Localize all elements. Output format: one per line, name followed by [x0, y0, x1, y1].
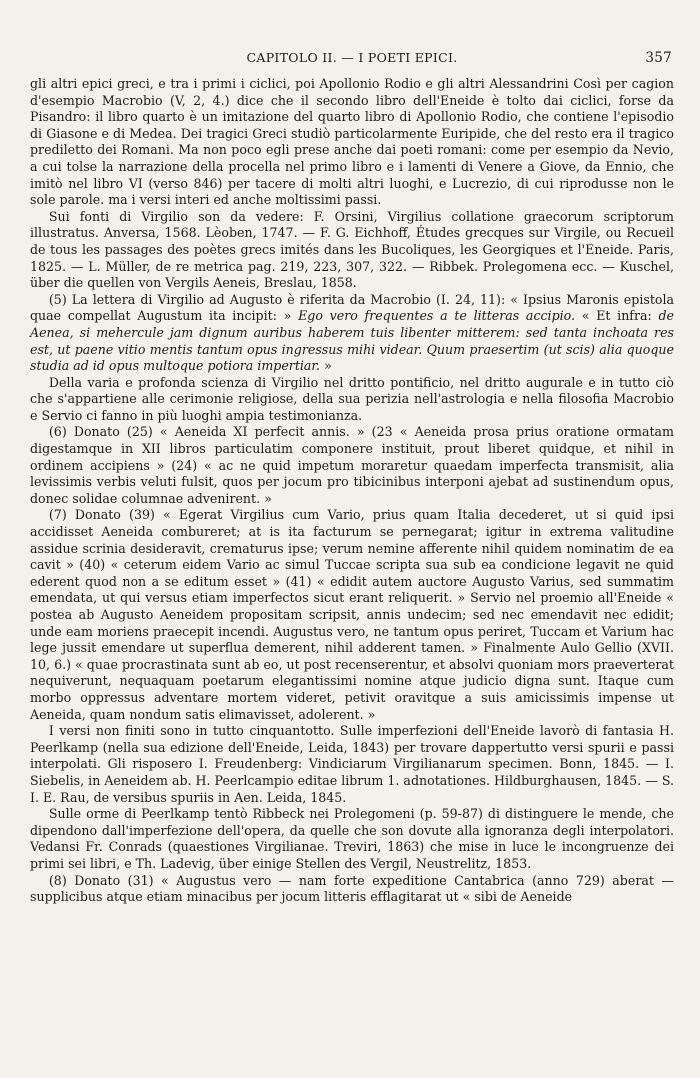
paragraph-peerlkamp-ribbeck: Sulle orme di Peerlkamp tentò Ribbeck nei Prolegomeni (p. 59-87) di distinguere le mende, che dipendono dall'imperfezione dell'opera, da quelle che son dovute alla ignoranza degli interpolatori. Vedansi Fr. Conrads (quaestiones Virgilianae. Treviri, 1863) che mise in luce le incongruenze dei primi sei libri, e Th. Ladevig, über einige Stellen des Vergil, Neustrelitz, 1853.	[30, 806, 674, 871]
paragraph-virgil-science: Della varia e profonda scienza di Virgilio nel dritto pontificio, nel dritto augurale e in tutto ciò che s'appartiene alle cerimonie religiose, della sua perizia nell'astrologia e nella filosofia Macrobio e Servio ci fanno in più luoghi ampia testimonianza.	[30, 374, 674, 423]
note-5-quote-italic-2: de Aenea, si mehercule jam dignum auribus haberem tuis libenter mitterem: sed tanta inchoata res est, ut paene vitio mentis tantum opus ingressus mihi videar. Quum praesertim (ut scis) alia quoque studia ad id opus multoque potiora impertiar.	[30, 308, 674, 374]
note-5-quote-close: »	[320, 358, 332, 374]
note-5-quote-connector: « Et infra:	[575, 308, 659, 324]
note-5-intro: (5) La lettera di Virgilio ad Augusto è riferita da Macrobio (I. 24, 11): « Ipsius Maronis epistola quae compellat Augustum ita incipit: »	[30, 291, 674, 324]
note-7-donato: (7) Donato (39) « Egerat Virgilius cum Vario, prius quam Italia decederet, ut si quid ipsi accidisset Aeneida combureret; at is ita facturum se pernegarat; igitur in extrema valitudine assidue scrinia desideravit, crematurus ipse; verum nemine afferente nihil quidem nominatim de ea cavit » (40) « ceterum eidem Vario ac simul Tuccae scripta sua sub ea condicione legavit ne quid ederent quod non a se editum esset » (41) « edidit autem auctore Augusto Varius, sed summatim emendata, ut qui versus etiam imperfectos sicut erant reliquerit. » Servio nel proemio all'Eneide « postea ab Augusto Aeneidem propositam scripsit, annis undecim; sed nec emendavit nec edidit; unde eam moriens praecepit incendi. Augustus vero, ne tantum opus periret, Tuccam et Varium hac lege jussit emendare ut superflua demerent, nihil adderent tamen. » Finalmente Aulo Gellio (XVII. 10, 6.) « quae procrastinata sunt ab eo, ut post recenserentur, et absolvi quoniam mors praeverterat nequiverunt, nequaquam poetarum elegantissimi nomine atque judicio digna sunt. Itaque cum morbo oppressus adventare mortem videret, petivit oravitque a suis amicissimis impense ut Aeneida, quam nondum satis elimavisset, adolerent. »	[30, 507, 674, 722]
chapter-title: CAPITOLO II. — I POETI EPICI.	[246, 50, 458, 65]
note-8-donato: (8) Donato (31) « Augustus vero — nam forte expeditione Cantabrica (anno 729) aberat — supplicibus atque etiam minacibus per jocum litteris efflagitarat ut « sibi de Aeneide	[30, 872, 674, 905]
page-number: 357	[645, 50, 672, 66]
paragraph-unfinished-verses: I versi non finiti sono in tutto cinquantotto. Sulle imperfezioni dell'Eneide lavorò di fantasia H. Peerlkamp (nella sua edizione dell'Eneide, Leida, 1843) per trovare dappertutto versi spurii e passi interpolati. Gli risposero I. Freudenberg: Vindiciarum Virgilianarum specimen. Bonn, 1845. — I. Siebelis, in Aeneidem ab. H. Peerlcampio editae librum 1. adnotationes. Hildburghausen, 1845. — S. I. E. Rau, de versibus spuriis in Aen. Leida, 1845.	[30, 723, 674, 805]
note-6-donato: (6) Donato (25) « Aeneida XI perfecit annis. » (23 « Aeneida prosa prius oratione ormatam digestamque in XII libros particulatim componere instituit, prout liberet quidque, et nihil in ordinem accipiens » (24) « ac ne quid impetum moraretur quaedam imperfecta transmisit, alia levissimis verbis veluti fulsit, quos per jocum pro tibicinibus interponi ajebat ad sustinendum opus, donec solidae columnae advenirent. »	[30, 424, 674, 506]
note-5-quote-italic: Ego vero frequentes a te litteras accipio.	[298, 308, 576, 324]
body-text	[30, 76, 674, 906]
note-5-letter-to-augustus	[30, 292, 674, 375]
paragraph-sources-continued: gli altri epici greci, e tra i primi i ciclici, poi Apollonio Rodio e gli altri Alessandrini Così per cagion d'esempio Macrobio (V, 2, 4.) dice che il secondo libro dell'Eneide è tolto dai ciclici, forse da Pisandro: il libro quarto è un imitazione del quarto libro di Apollonio Rodio, che contiene l'episodio di Giasone e di Medea. Dei tragici Greci studiò particolarmente Euripide, che del resto era il tragico prediletto dei Romani. Ma non poco egli prese anche dai poeti romani: come per esempio da Nevio, a cui tolse la narrazione della procella nel primo libro e i lamenti di Venere a Giove, da Ennio, che imitò nel libro VI (verso 846) per tacere di molti altri luoghi, e Lucrezio, di cui riprodusse non le sole parole. ma i versi interi ed anche moltissimi passi.	[30, 76, 674, 208]
paragraph-bibliography-sources: Sui fonti di Virgilio son da vedere: F. Orsini, Virgilius collatione graecorum scriptorum illustratus. Anversa, 1568. Lèoben, 1747. — F. G. Eichhoff, Études grecques sur Virgile, ou Recueil de tous les passages des poètes grecs imités dans les Bucoliques, les Georgiques et l'Eneide. Paris, 1825. — L. Müller, de re metrica pag. 219, 223, 307, 322. — Ribbek. Prolegomena ecc. — Kuschel, über die quellen von Vergils Aeneis, Breslau, 1858.	[30, 208, 674, 291]
running-head	[30, 50, 674, 70]
